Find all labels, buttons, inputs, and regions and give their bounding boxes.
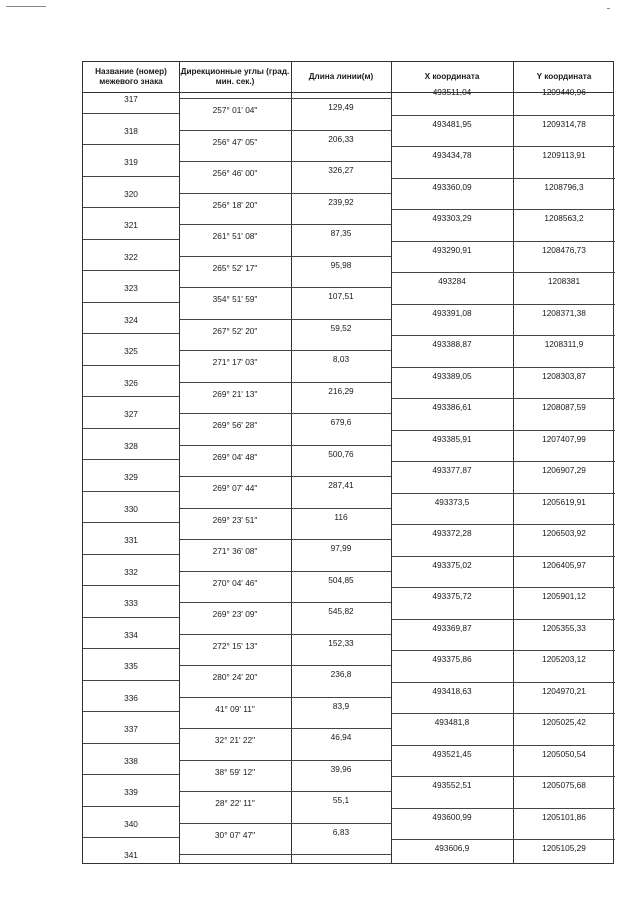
y-coordinate-cell: 1205105,29 [542,843,586,853]
row-line [179,319,391,320]
y-coordinate-cell: 1205203,12 [542,654,586,664]
point-name-cell: 326 [124,377,138,388]
y-coordinate-cell: 1205355,33 [542,622,586,633]
point-name-cell: 329 [124,472,138,482]
row-line [83,585,179,586]
point-name-cell: 335 [124,661,138,671]
line-length-cell: 216,29 [328,385,354,396]
y-coordinate-cell: 1207407,99 [542,433,586,444]
y-coordinate-cell: 1205101,86 [542,811,586,822]
point-name-cell: 334 [124,629,138,640]
row-line [391,745,615,746]
y-coordinate-cell: 1208371,38 [542,307,586,318]
direction-angle-cell: 272° 15' 13" [212,640,258,651]
direction-angle-cell: 28° 22' 11" [215,798,255,808]
x-coordinate-cell: 493521,45 [432,748,472,759]
row-line [391,335,615,336]
direction-angle-cell: 354° 51' 59" [212,294,258,304]
line-length-cell: 116 [334,511,348,522]
point-name-cell: 330 [124,503,138,514]
header-angle: Дирекционные углы (град. мин. сек.) [180,67,290,86]
line-length-cell: 679,6 [330,417,352,427]
y-coordinate-cell: 1205075,68 [542,780,586,790]
row-line [179,350,391,351]
row-line [391,398,615,399]
y-coordinate-cell: 1205619,91 [542,496,586,507]
direction-angle-cell: 267° 52' 20" [212,325,258,336]
row-line [391,272,615,273]
line-length-cell: 55,1 [332,795,350,805]
x-coordinate-cell: 493606,9 [434,843,470,853]
row-line [179,256,391,257]
x-coordinate-cell: 493375,72 [432,591,472,601]
row-line [179,476,391,477]
row-line [83,554,179,555]
y-coordinate-cell: 1209440,96 [542,87,586,97]
row-line [179,98,391,99]
row-line [83,396,179,397]
line-length-cell: 500,76 [328,448,354,459]
row-line [391,367,615,368]
x-coordinate-cell: 493303,29 [432,213,472,223]
row-line [179,161,391,162]
scan-mark [607,8,610,9]
row-line [83,207,179,208]
x-coordinate-cell: 493386,61 [432,402,472,412]
direction-angle-cell: 269° 21' 13" [212,388,258,399]
y-coordinate-cell: 1208311,9 [544,339,584,349]
line-length-cell: 107,51 [328,291,354,301]
row-line [179,508,391,509]
header-length: Длина линии(м) [308,72,374,81]
row-line [83,270,179,271]
y-coordinate-cell: 1208476,73 [542,244,586,255]
row-line [179,130,391,131]
y-coordinate-cell: 1208796,3 [544,181,584,192]
row-line [391,556,615,557]
line-length-cell: 236,8 [330,669,352,679]
row-line [179,602,391,603]
row-line [179,823,391,824]
direction-angle-cell: 270° 04' 46" [212,577,258,588]
row-line [391,587,615,588]
row-line [391,839,615,840]
row-line [391,808,615,809]
x-coordinate-cell: 493360,09 [432,181,472,192]
point-name-cell: 323 [124,283,138,293]
x-coordinate-cell: 493369,87 [432,622,472,633]
row-line [179,539,391,540]
row-line [391,524,615,525]
point-name-cell: 319 [124,157,138,167]
y-coordinate-cell: 1208087,59 [542,402,586,412]
row-line [83,617,179,618]
line-length-cell: 206,33 [328,133,354,144]
y-coordinate-cell: 1206503,92 [542,528,586,538]
row-line [179,413,391,414]
point-name-cell: 322 [124,251,138,262]
line-length-cell: 46,94 [330,732,352,742]
direction-angle-cell: 280° 24' 20" [212,672,258,682]
row-line [83,648,179,649]
row-line [83,806,179,807]
point-name-cell: 318 [124,125,138,136]
y-coordinate-cell: 1205025,42 [542,717,586,727]
line-length-cell: 39,96 [330,763,352,774]
y-coordinate-cell: 1208303,87 [542,370,586,381]
direction-angle-cell: 32° 21' 22" [214,735,256,745]
x-coordinate-cell: 493391,08 [432,307,472,318]
header-name: Название (номер) межевого знака [95,67,167,86]
x-coordinate-cell: 493511,04 [432,87,472,97]
y-coordinate-cell: 1208563,2 [544,213,584,223]
direction-angle-cell: 269° 23' 09" [212,609,258,619]
row-line [83,711,179,712]
row-line [179,760,391,761]
x-coordinate-cell: 493389,05 [432,370,472,381]
row-line [391,461,615,462]
direction-angle-cell: 269° 23' 51" [212,514,258,525]
point-name-cell: 336 [124,692,138,703]
point-name-cell: 320 [124,188,138,199]
line-length-cell: 97,99 [330,543,352,553]
x-coordinate-cell: 493290,91 [432,244,472,255]
x-coordinate-cell: 493375,86 [432,654,472,664]
y-coordinate-cell: 1206405,97 [542,559,586,570]
row-line [179,382,391,383]
point-name-cell: 317 [124,94,138,104]
row-line [179,224,391,225]
line-length-cell: 6,83 [332,826,350,837]
column-divider [291,62,292,863]
direction-angle-cell: 271° 17' 03" [212,357,258,367]
boundary-coordinates-table [82,61,614,864]
point-name-cell: 341 [124,850,138,860]
row-line [83,365,179,366]
y-coordinate-cell: 1204970,21 [542,685,586,696]
row-line [179,854,391,855]
row-line [179,193,391,194]
direction-angle-cell: 269° 04' 48" [212,451,258,462]
x-coordinate-cell: 493481,8 [434,717,470,727]
row-line [179,634,391,635]
row-line [391,209,615,210]
line-length-cell: 545,82 [328,606,354,616]
direction-angle-cell: 38° 59' 12" [214,766,256,777]
point-name-cell: 331 [124,535,138,545]
direction-angle-cell: 41° 09' 11" [215,703,255,714]
x-coordinate-cell: 493552,51 [432,780,472,790]
row-line [83,144,179,145]
row-line [391,115,615,116]
row-line [391,430,615,431]
line-length-cell: 504,85 [328,574,354,585]
y-coordinate-cell: 1209314,78 [542,118,586,129]
row-line [179,287,391,288]
point-name-cell: 328 [124,440,138,451]
row-line [391,241,615,242]
row-line [179,571,391,572]
scan-mark [6,6,46,9]
point-name-cell: 340 [124,818,138,829]
line-length-cell: 129,49 [328,102,354,112]
row-line [83,522,179,523]
row-line [83,176,179,177]
point-name-cell: 327 [124,409,138,419]
row-line [179,728,391,729]
row-line [83,239,179,240]
y-coordinate-cell: 1209113,91 [542,150,586,160]
y-coordinate-cell: 1205901,12 [542,591,586,601]
row-line [179,445,391,446]
row-line [83,113,179,114]
header-x: X координата [424,72,480,81]
x-coordinate-cell: 493375,02 [432,559,472,570]
x-coordinate-cell: 493377,87 [432,465,472,475]
header-y: Y координата [536,72,592,81]
row-line [391,146,615,147]
row-line [83,837,179,838]
row-line [391,682,615,683]
row-line [179,697,391,698]
y-coordinate-cell: 1208381 [547,276,581,286]
row-line [83,743,179,744]
point-name-cell: 333 [124,598,138,608]
y-coordinate-cell: 1205050,54 [542,748,586,759]
x-coordinate-cell: 493481,95 [432,118,472,129]
row-line [391,304,615,305]
line-length-cell: 59,52 [330,322,352,333]
line-length-cell: 287,41 [328,480,354,490]
row-line [83,491,179,492]
direction-angle-cell: 256° 46' 00" [212,168,258,178]
x-coordinate-cell: 493373,5 [434,496,470,507]
point-name-cell: 325 [124,346,138,356]
point-name-cell: 324 [124,314,138,325]
x-coordinate-cell: 493418,63 [432,685,472,696]
row-line [391,776,615,777]
direction-angle-cell: 269° 56' 28" [212,420,258,430]
line-length-cell: 87,35 [330,228,352,238]
point-name-cell: 332 [124,566,138,577]
point-name-cell: 338 [124,755,138,766]
row-line [83,774,179,775]
x-coordinate-cell: 493600,99 [432,811,472,822]
row-line [83,428,179,429]
row-line [391,713,615,714]
line-length-cell: 326,27 [328,165,354,175]
row-line [391,650,615,651]
row-line [391,619,615,620]
row-line [391,178,615,179]
direction-angle-cell: 271° 36' 08" [212,546,258,556]
point-name-cell: 321 [124,220,138,230]
x-coordinate-cell: 493284 [438,276,466,286]
direction-angle-cell: 30° 07' 47" [214,829,256,840]
direction-angle-cell: 256° 18' 20" [212,199,258,210]
row-line [391,493,615,494]
row-line [83,333,179,334]
row-line [83,680,179,681]
point-name-cell: 337 [124,724,138,734]
x-coordinate-cell: 493372,28 [432,528,472,538]
row-line [83,302,179,303]
row-line [83,459,179,460]
line-length-cell: 83,9 [332,700,350,711]
direction-angle-cell: 256° 47' 05" [212,136,258,147]
direction-angle-cell: 261° 51' 08" [212,231,258,241]
line-length-cell: 152,33 [328,637,354,648]
direction-angle-cell: 265° 52' 17" [212,262,258,273]
row-line [179,791,391,792]
x-coordinate-cell: 493385,91 [432,433,472,444]
y-coordinate-cell: 1206907,29 [542,465,586,475]
direction-angle-cell: 257° 01' 04" [212,105,258,115]
x-coordinate-cell: 493434,78 [432,150,472,160]
line-length-cell: 95,98 [330,259,352,270]
line-length-cell: 239,92 [328,196,354,207]
x-coordinate-cell: 493388,87 [432,339,472,349]
direction-angle-cell: 269° 07' 44" [212,483,258,493]
row-line [179,665,391,666]
point-name-cell: 339 [124,787,138,797]
line-length-cell: 8,03 [332,354,350,364]
